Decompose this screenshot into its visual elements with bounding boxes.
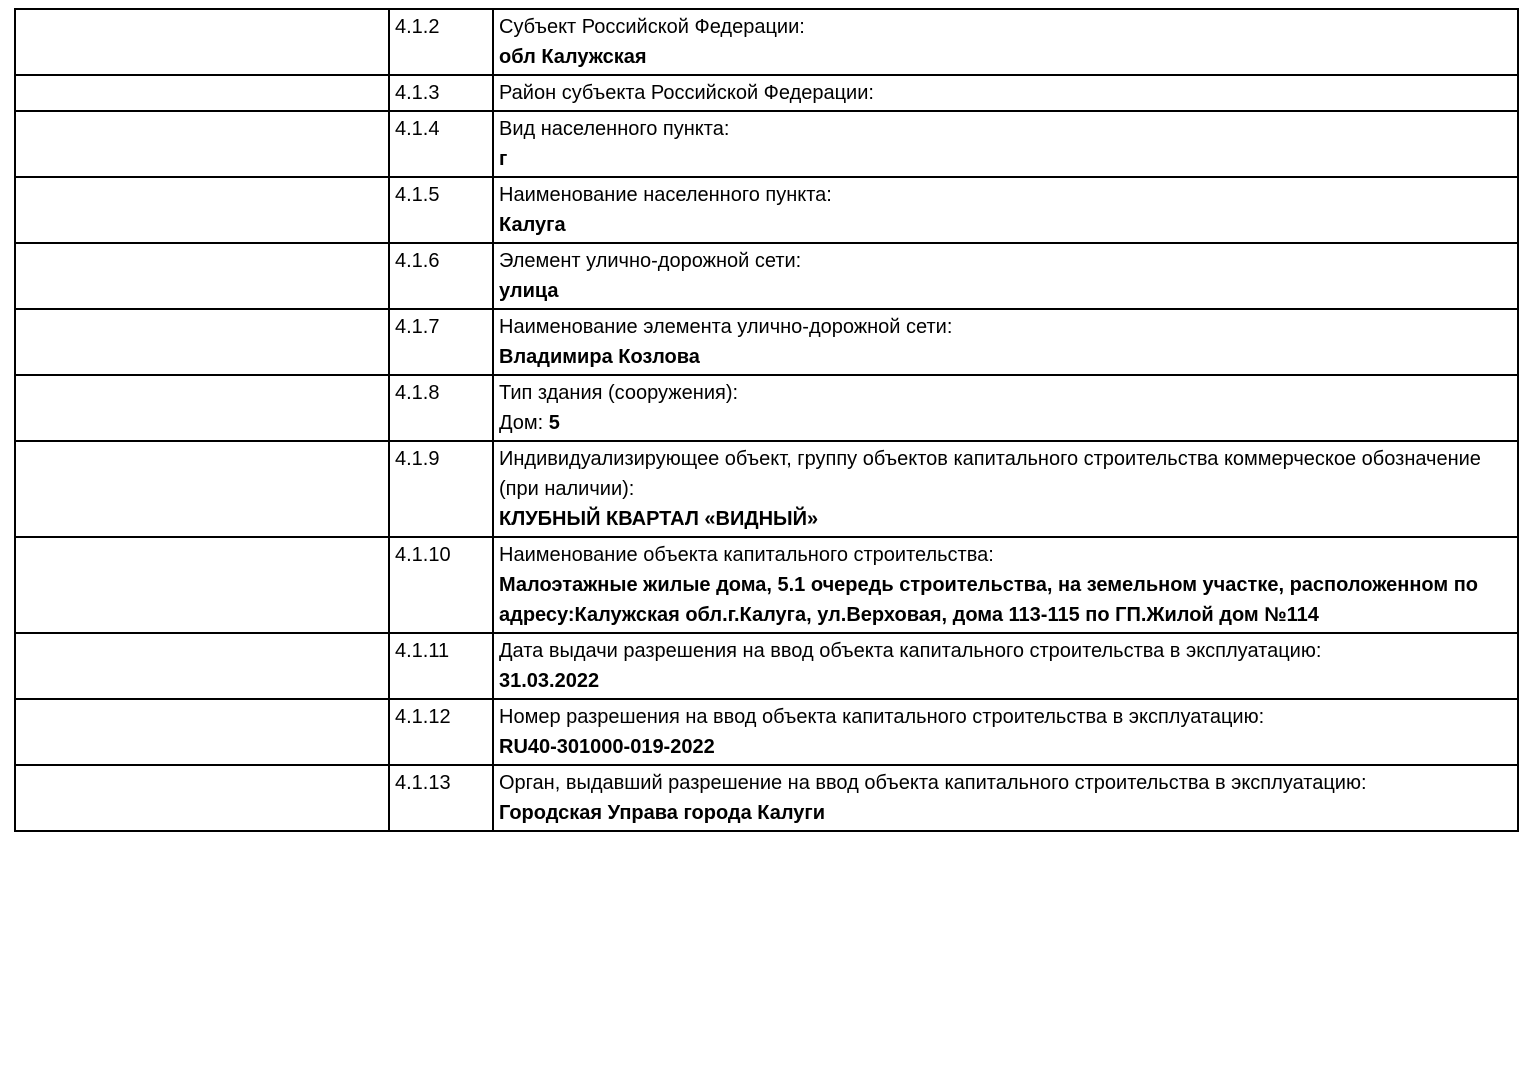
row-number: 4.1.10 <box>389 537 493 633</box>
field-value-line <box>499 408 1512 438</box>
row-content <box>493 9 1518 75</box>
row-number: 4.1.4 <box>389 111 493 177</box>
row-content <box>493 177 1518 243</box>
field-value: КЛУБНЫЙ КВАРТАЛ «ВИДНЫЙ» <box>499 508 819 530</box>
empty-cell <box>15 765 389 831</box>
field-label: Наименование элемента улично-дорожной сети: <box>499 316 953 338</box>
field-value: Малоэтажные жилые дома, 5.1 очередь строительства, на земельном участке, расположенном по адресу:Калужская обл.г.Калуга, ул.Верховая, дома 113-115 по ГП.Жилой дом №114 <box>499 574 1479 626</box>
table-row <box>15 375 1518 441</box>
field-value: улица <box>499 280 559 302</box>
row-number: 4.1.5 <box>389 177 493 243</box>
field-label: Дата выдачи разрешения на ввод объекта капитального строительства в эксплуатацию: <box>499 640 1322 662</box>
document-page <box>0 8 1529 1088</box>
field-label: Орган, выдавший разрешение на ввод объекта капитального строительства в эксплуатацию: <box>499 772 1367 794</box>
field-value: Городская Управа города Калуги <box>499 802 826 824</box>
field-label: Индивидуализирующее объект, группу объектов капитального строительства коммерческое обозначение (при наличии): <box>499 448 1481 500</box>
table-row <box>15 699 1518 765</box>
row-number: 4.1.13 <box>389 765 493 831</box>
field-value: обл Калужская <box>499 46 647 68</box>
row-content <box>493 699 1518 765</box>
field-value: Владимира Козлова <box>499 346 700 368</box>
table-row <box>15 111 1518 177</box>
field-label: Номер разрешения на ввод объекта капитального строительства в эксплуатацию: <box>499 706 1265 728</box>
field-label: Субъект Российской Федерации: <box>499 16 805 38</box>
table-row <box>15 177 1518 243</box>
row-content <box>493 309 1518 375</box>
empty-cell <box>15 243 389 309</box>
table-row <box>15 9 1518 75</box>
field-label: Элемент улично-дорожной сети: <box>499 250 802 272</box>
row-number: 4.1.11 <box>389 633 493 699</box>
row-number: 4.1.2 <box>389 9 493 75</box>
empty-cell <box>15 177 389 243</box>
table-row <box>15 633 1518 699</box>
empty-cell <box>15 633 389 699</box>
empty-cell <box>15 9 389 75</box>
field-label: Район субъекта Российской Федерации: <box>499 82 874 104</box>
row-content <box>493 111 1518 177</box>
field-label: Наименование объекта капитального строительства: <box>499 544 994 566</box>
empty-cell <box>15 375 389 441</box>
field-value: Калуга <box>499 214 566 236</box>
table-row <box>15 309 1518 375</box>
field-label: Вид населенного пункта: <box>499 118 730 140</box>
row-content <box>493 375 1518 441</box>
field-value-prefix: Дом: <box>499 412 549 434</box>
table-row <box>15 537 1518 633</box>
row-content <box>493 441 1518 537</box>
table-row <box>15 441 1518 537</box>
table-row <box>15 75 1518 111</box>
row-number: 4.1.3 <box>389 75 493 111</box>
empty-cell <box>15 75 389 111</box>
empty-cell <box>15 699 389 765</box>
row-number: 4.1.6 <box>389 243 493 309</box>
row-number: 4.1.8 <box>389 375 493 441</box>
field-value: г <box>499 148 508 170</box>
registry-table <box>14 8 1519 832</box>
row-content <box>493 765 1518 831</box>
field-label: Наименование населенного пункта: <box>499 184 832 206</box>
table-row <box>15 243 1518 309</box>
row-content <box>493 243 1518 309</box>
row-number: 4.1.9 <box>389 441 493 537</box>
row-number: 4.1.7 <box>389 309 493 375</box>
row-content <box>493 537 1518 633</box>
field-label: Тип здания (сооружения): <box>499 382 739 404</box>
row-content <box>493 75 1518 111</box>
row-content <box>493 633 1518 699</box>
field-value: 5 <box>548 412 560 434</box>
table-row <box>15 765 1518 831</box>
row-number: 4.1.12 <box>389 699 493 765</box>
empty-cell <box>15 537 389 633</box>
field-value: 31.03.2022 <box>499 670 600 692</box>
empty-cell <box>15 441 389 537</box>
empty-cell <box>15 309 389 375</box>
field-value: RU40-301000-019-2022 <box>499 736 715 758</box>
empty-cell <box>15 111 389 177</box>
